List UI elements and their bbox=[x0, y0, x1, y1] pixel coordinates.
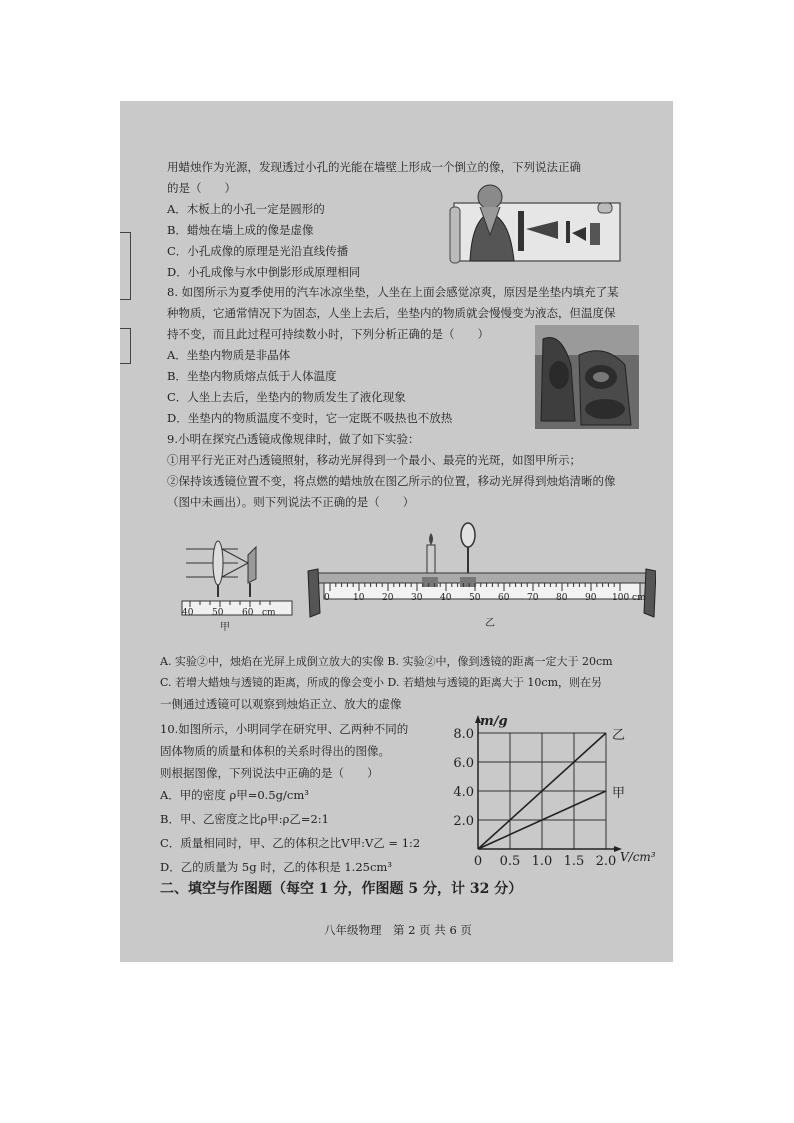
q9-options-ab: A. 实验②中，烛焰在光屏上成倒立放大的实像 B. 实验②中，像到透镜的距离一定大于 20cm bbox=[160, 655, 613, 668]
series-label-乙: 乙 bbox=[612, 728, 626, 743]
bench-tick-30: 30 bbox=[411, 593, 423, 603]
bench-tick-20: 20 bbox=[382, 593, 394, 603]
binding-mark-2 bbox=[120, 328, 131, 364]
figure-yi-label: 乙 bbox=[485, 618, 495, 629]
q8-line2: 种物质，它通常情况下为固态，人坐上去后，坐垫内的物质就会慢慢变为液态，但温度保 bbox=[167, 306, 616, 320]
q9-line1: 9.小明在探究凸透镜成像规律时，做了如下实验： bbox=[167, 432, 420, 446]
q10-line1: 10.如图所示，小明同学在研究甲、乙两种不同的 bbox=[160, 722, 409, 736]
mass-volume-chart bbox=[448, 701, 673, 873]
x-tick-label: 1.0 bbox=[531, 854, 553, 869]
ruler-jia-tick-50: 50 bbox=[212, 608, 224, 618]
ruler-jia-tick-40: 40 bbox=[182, 608, 194, 618]
bench-tick-10: 10 bbox=[353, 593, 365, 603]
pinhole-scroll-illustration bbox=[448, 177, 624, 265]
series-label-甲: 甲 bbox=[612, 786, 626, 801]
x-tick-label: 0.5 bbox=[499, 854, 521, 869]
x-tick-label: 2.0 bbox=[595, 854, 617, 869]
x-axis-label: V/cm³ bbox=[620, 850, 656, 864]
q10-option-c: C．质量相同时，甲、乙的体积之比V甲:V乙 = 1:2 bbox=[160, 836, 421, 850]
exam-page bbox=[120, 101, 673, 962]
q10-option-d: D．乙的质量为 5g 时，乙的体积是 1.25cm³ bbox=[160, 860, 392, 874]
q10-line3: 则根据图像，下列说法中正确的是（ ） bbox=[160, 766, 379, 780]
q8-option-b: B．坐垫内物质熔点低于人体温度 bbox=[167, 369, 337, 383]
y-tick-label: 8.0 bbox=[453, 727, 474, 742]
binding-mark-1 bbox=[120, 232, 131, 300]
page-footer: 八年级物理 第 2 页 共 6 页 bbox=[324, 923, 472, 937]
q7-line2: 的是（ ） bbox=[167, 181, 236, 195]
bench-tick-50: 50 bbox=[469, 593, 481, 603]
figure-jia-focus-setup bbox=[178, 521, 298, 631]
q10-option-b: B．甲、乙密度之比ρ甲:ρ乙=2:1 bbox=[160, 812, 329, 826]
figure-jia-label: 甲 bbox=[220, 622, 230, 633]
q9-line3: ②保持该透镜位置不变，将点燃的蜡烛放在图乙所示的位置，移动光屏得到烛焰清晰的像 bbox=[167, 474, 616, 488]
q8-line3: 持不变，而且此过程可持续数小时，下列分析正确的是（ ） bbox=[167, 327, 489, 341]
bench-tick-100: 100 cm bbox=[612, 593, 646, 603]
bench-tick-0: 0 bbox=[324, 593, 330, 603]
q8-option-d: D．坐垫内的物质温度不变时，它一定既不吸热也不放热 bbox=[167, 411, 453, 425]
bench-tick-80: 80 bbox=[556, 593, 568, 603]
bench-tick-90: 90 bbox=[585, 593, 597, 603]
y-tick-label: 6.0 bbox=[453, 756, 474, 771]
q7-option-a: A．木板上的小孔一定是圆形的 bbox=[167, 202, 325, 216]
q9-line4: （图中未画出）。则下列说法不正确的是（ ） bbox=[167, 495, 415, 509]
q7-line1: 用蜡烛作为光源，发现透过小孔的光能在墙壁上形成一个倒立的像，下列说法正确 bbox=[167, 160, 581, 174]
q7-option-b: B．蜡烛在墙上成的像是虚像 bbox=[167, 223, 314, 237]
ruler-jia-tick-60: 60 bbox=[242, 608, 254, 618]
y-tick-label: 2.0 bbox=[453, 814, 474, 829]
y-axis-label: m/g bbox=[480, 714, 508, 729]
q9-option-d-continued: 一侧通过透镜可以观察到烛焰正立、放大的虚像 bbox=[160, 697, 402, 711]
q9-options-cd: C. 若增大蜡烛与透镜的距离，所成的像会变小 D. 若蜡烛与透镜的距离大于 10cm，则在另 bbox=[160, 676, 603, 689]
q8-option-a: A．坐垫内物质是非晶体 bbox=[167, 348, 291, 362]
x-tick-label: 0 bbox=[473, 854, 483, 869]
y-tick-label: 4.0 bbox=[453, 785, 474, 800]
bench-tick-70: 70 bbox=[527, 593, 539, 603]
figure-yi-optical-bench bbox=[306, 521, 656, 625]
q8-line1: 8. 如图所示为夏季使用的汽车冰凉坐垫，人坐在上面会感觉凉爽，原因是坐垫内填充了某 bbox=[167, 285, 619, 299]
q7-option-d: D．小孔成像与水中倒影形成原理相同 bbox=[167, 265, 361, 279]
q7-option-c: C．小孔成像的原理是光沿直线传播 bbox=[167, 244, 349, 258]
bench-tick-40: 40 bbox=[440, 593, 452, 603]
q8-option-c: C．人坐上去后，坐垫内的物质发生了液化现象 bbox=[167, 390, 406, 404]
q10-option-a: A．甲的密度 ρ甲=0.5g/cm³ bbox=[160, 788, 309, 802]
section-2-heading: 二、填空与作图题（每空 1 分，作图题 5 分，计 32 分） bbox=[160, 881, 523, 897]
x-tick-label: 1.5 bbox=[563, 854, 585, 869]
q10-line2: 固体物质的质量和体积的关系时得出的图像。 bbox=[160, 744, 390, 758]
car-seat-cushion-photo bbox=[535, 325, 639, 429]
ruler-jia-unit: cm bbox=[262, 608, 276, 618]
bench-tick-60: 60 bbox=[498, 593, 510, 603]
q9-line2: ①用平行光正对凸透镜照射，移动光屏得到一个最小、最亮的光斑，如图甲所示； bbox=[167, 453, 581, 467]
